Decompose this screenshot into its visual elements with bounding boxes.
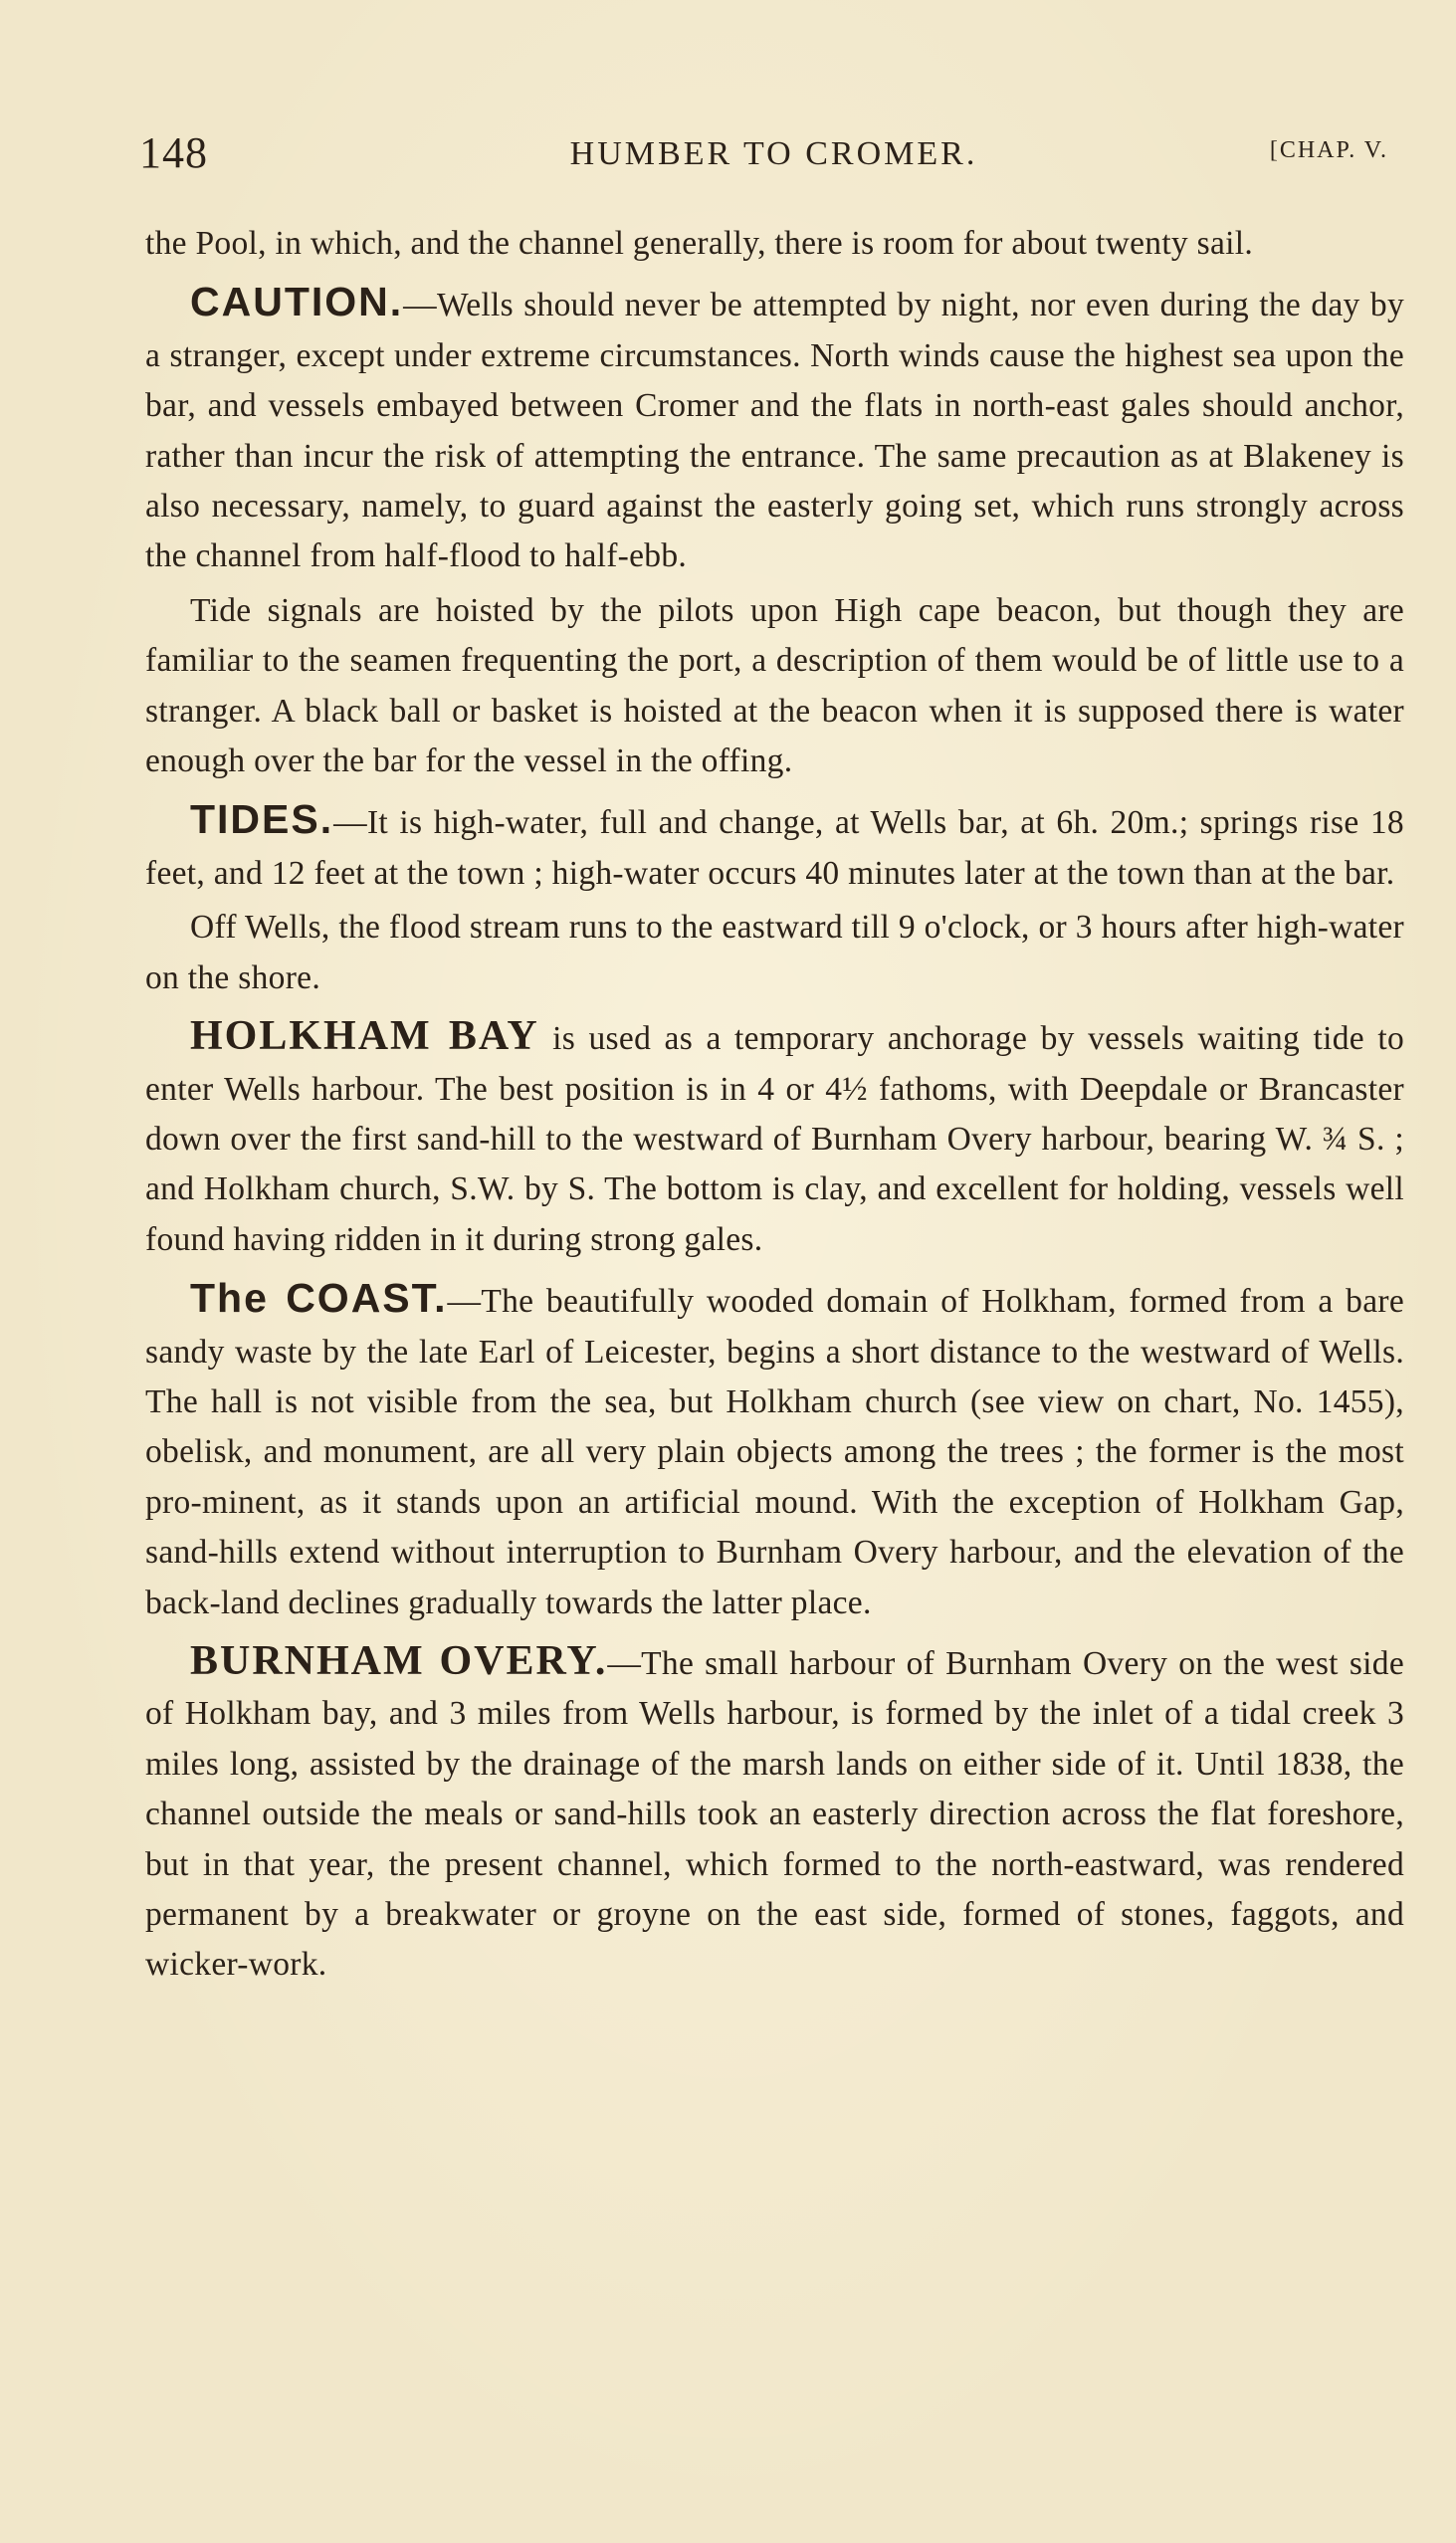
paragraph-text: —Wells should never be attempted by night, nor even during the day by a stranger, except under extreme circumstances. North winds cause the highest sea upon the bar, and vessels embayed between Cromer and the flats in north-east gales should anchor, rather than incur the risk of attempting the entrance. The same precaution as at Blakeney is also necessary, namely, to guard against the easterly going set, which runs strongly across the channel from half-flood to half-ebb.: [145, 287, 1404, 575]
section-heading-caution: CAUTION.: [190, 279, 404, 325]
paragraph-text: Off Wells, the flood stream runs to the eastward till 9 o'clock, or 3 hours after high-water on the shore.: [145, 909, 1404, 996]
page-number: 148: [139, 128, 208, 177]
section-heading-tides: TIDES.: [190, 796, 334, 843]
body-text: [145, 219, 1404, 1995]
paragraph-holkham-bay: [145, 1011, 1404, 1265]
paragraph-text: —The small harbour of Burnham Overy on the west side of Holkham bay, and 3 miles from Wells harbour, is formed by the inlet of a tidal creek 3 miles long, assisted by the drainage of the marsh lands on either side of it. Until 1838, the channel outside the meals or sand-hills took an easterly direction across the flat foreshore, but in that year, the present channel, which formed to the north-eastward, was rendered permanent by a breakwater or groyne on the east side, formed of stones, faggots, and wicker-work.: [145, 1644, 1404, 1984]
section-heading-coast: The COAST.: [190, 1275, 448, 1322]
paragraph-caution: [145, 277, 1404, 581]
paragraph-flood-stream: [145, 903, 1404, 1003]
running-title: HUMBER TO CROMER.: [569, 135, 978, 172]
paragraph-text: the Pool, in which, and the channel generally, there is room for about twenty sail.: [145, 225, 1254, 262]
paragraph-pool-continuation: [145, 219, 1404, 269]
paragraph-tide-signals: [145, 586, 1404, 787]
page-header: [139, 127, 1408, 187]
paragraph-tides: [145, 794, 1404, 899]
section-heading-burnham-overy: BURNHAM OVERY.: [190, 1637, 608, 1684]
paragraph-text: —The beautifully wooded domain of Holkham, formed from a bare sandy waste by the late Earl of Leicester, begins a short distance to the westward of Wells. The hall is not visible from the sea, but Holkham church (see view on chart, No. 1455), obelisk, and monument, are all very plain objects among the trees ; the former is the most pro-minent, as it stands upon an artificial mound. With the exception of Holkham Gap, sand-hills extend without interruption to Burnham Overy harbour, and the elevation of the back-land declines gradually towards the latter place.: [145, 1283, 1404, 1621]
paragraph-text: Tide signals are hoisted by the pilots upon High cape beacon, but though they are familiar to the seamen frequenting the port, a description of them would be of little use to a stranger. A black ball or basket is hoisted at the beacon when it is supposed there is water enough over the bar for the vessel in the offing.: [145, 591, 1404, 780]
section-heading-holkham-bay: HOLKHAM BAY: [190, 1013, 539, 1060]
chapter-reference: [CHAP. V.: [1269, 137, 1388, 163]
paragraph-coast: [145, 1273, 1404, 1628]
paragraph-text: is used as a temporary anchorage by vessels waiting tide to enter Wells harbour. The best position is in 4 or 4½ fathoms, with Deepdale or Brancaster down over the first sand-hill to the westward of Burnham Overy harbour, bearing W. ¾ S. ; and Holkham church, S.W. by S. The bottom is clay, and excellent for holding, vessels well found having ridden in it during strong gales.: [145, 1020, 1405, 1258]
paragraph-burnham-overy: [145, 1636, 1404, 1991]
paragraph-text: —It is high-water, full and change, at Wells bar, at 6h. 20m.; springs rise 18 feet, and 12 feet at the town ; high-water occurs 40 minutes later at the town than at the bar.: [145, 804, 1404, 892]
